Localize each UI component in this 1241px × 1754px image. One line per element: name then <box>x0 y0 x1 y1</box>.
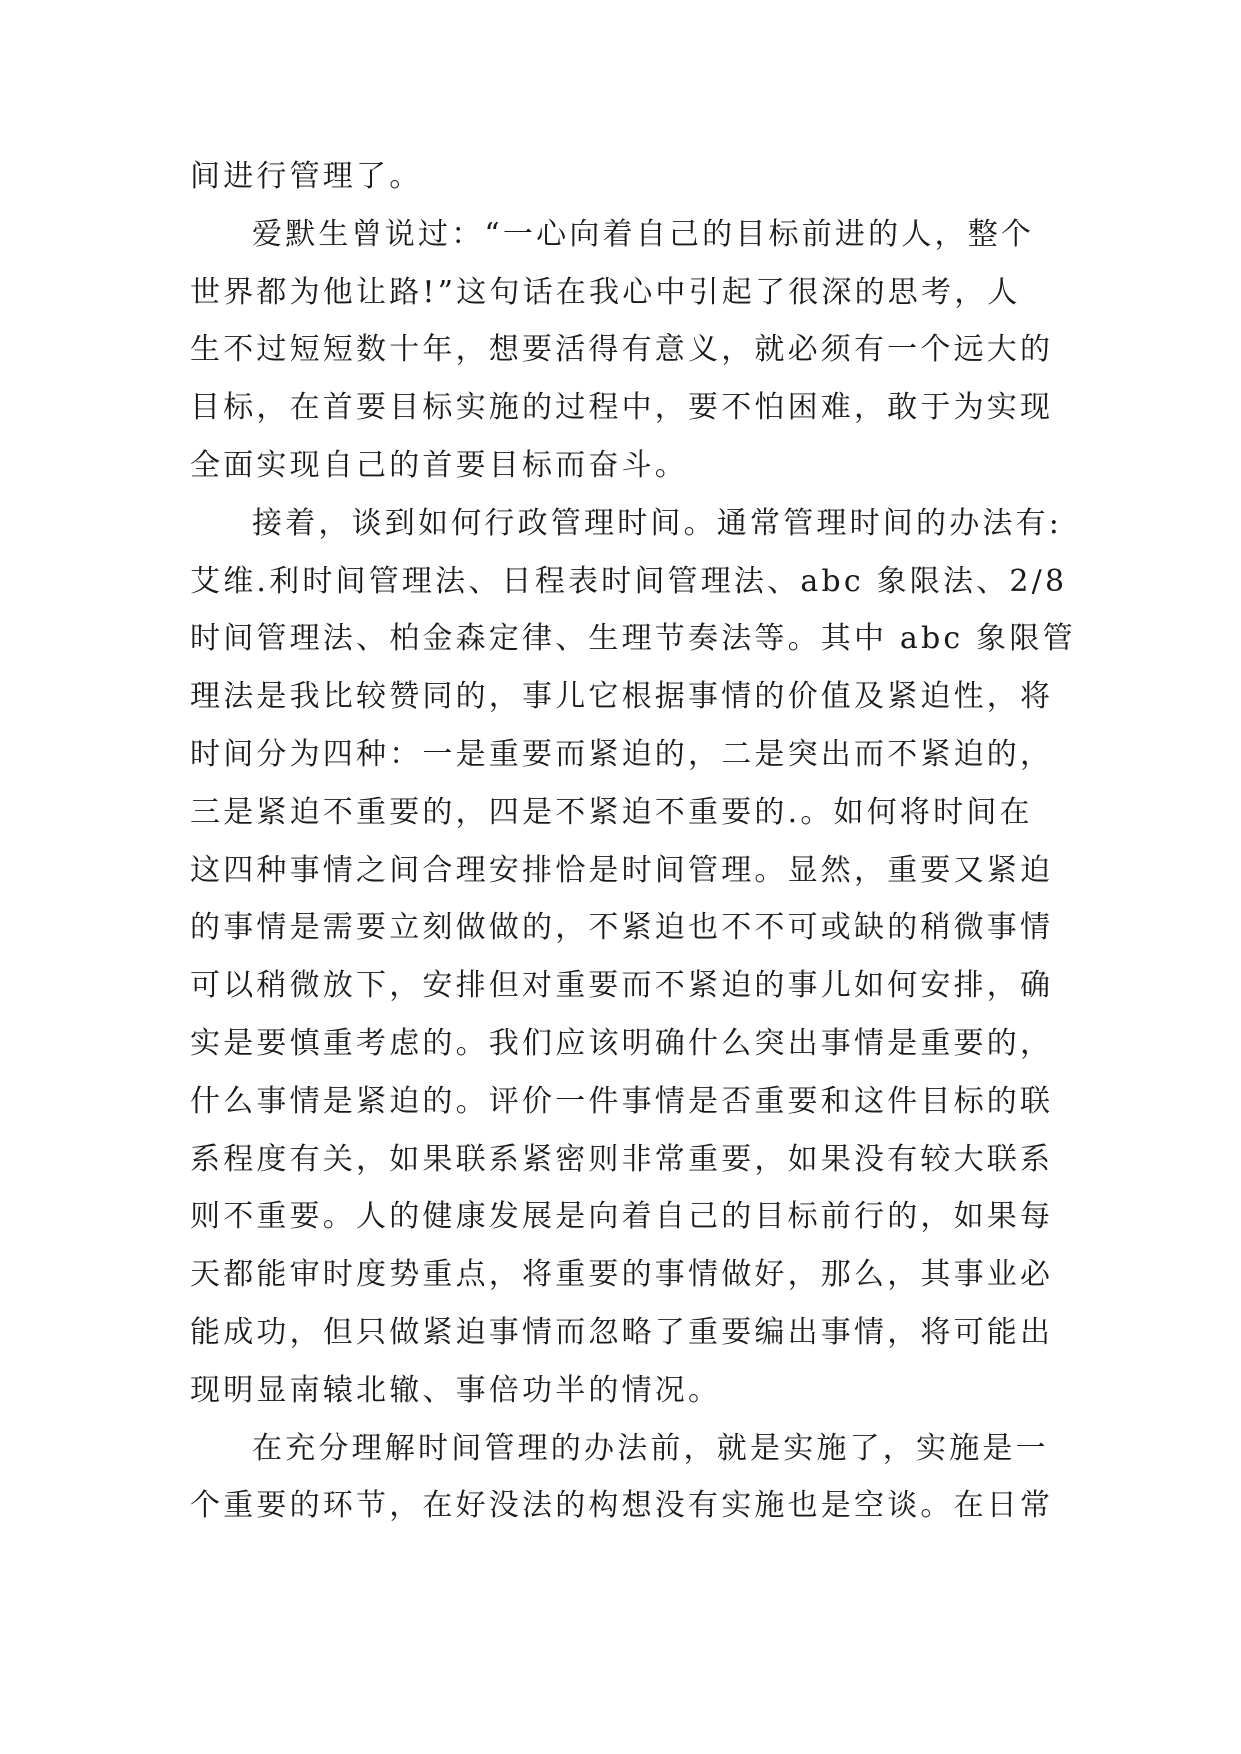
text-line: 接着，谈到如何行政管理时间。通常管理时间的办法有: <box>252 505 1063 541</box>
text-line: 天都能审时度势重点，将重要的事情做好，那么，其事业必 <box>190 1257 1054 1293</box>
text-line: 能成功，但只做紧迫事情而忽略了重要编出事情，将可能出 <box>190 1314 1054 1350</box>
text-line: 目标，在首要目标实施的过程中，要不怕困难，敢于为实现 <box>190 390 1054 426</box>
text-line: 世界都为他让路!”这句话在我心中引起了很深的思考，人 <box>190 274 1021 310</box>
text-line: 什么事情是紧迫的。评价一件事情是否重要和这件目标的联 <box>190 1083 1054 1119</box>
text-line: 生不过短短数十年，想要活得有意义，就必须有一个远大的 <box>190 332 1054 368</box>
text-line: 理法是我比较赞同的，事儿它根据事情的价值及紧迫性，将 <box>190 679 1054 715</box>
text-line: 这四种事情之间合理安排恰是时间管理。显然，重要又紧迫 <box>190 852 1054 888</box>
text-line: 则不重要。人的健康发展是向着自己的目标前行的，如果每 <box>190 1199 1054 1235</box>
paragraph-2 <box>190 206 1054 495</box>
paragraph-1 <box>190 148 1050 206</box>
document-body <box>190 148 1076 1535</box>
paragraph-4 <box>190 1420 1054 1536</box>
paragraph-3 <box>190 495 1076 1420</box>
text-line: 时间分为四种：一是重要而紧迫的，二是突出而不紧迫的， <box>190 736 1054 772</box>
text-line: 三是紧迫不重要的，四是不紧迫不重要的.。如何将时间在 <box>190 794 1033 830</box>
text-line: 时间管理法、柏金森定律、生理节奏法等。其中 abc 象限管 <box>190 621 1076 657</box>
text-line: 个重要的环节，在好没法的构想没有实施也是空谈。在日常 <box>190 1488 1054 1524</box>
text-line: 在充分理解时间管理的办法前，就是实施了，实施是一 <box>252 1430 1049 1466</box>
text-line: 系程度有关，如果联系紧密则非常重要，如果没有较大联系 <box>190 1141 1054 1177</box>
text-line: 的事情是需要立刻做做的，不紧迫也不不可或缺的稍微事情 <box>190 910 1054 946</box>
text-line: 艾维.利时间管理法、日程表时间管理法、abc 象限法、2/8 <box>190 563 1068 599</box>
text-line: 全面实现自己的首要目标而奋斗。 <box>190 447 688 483</box>
text-line: 爱默生曾说过：“一心向着自己的目标前进的人，整个 <box>252 216 1035 252</box>
text-line: 实是要慎重考虑的。我们应该明确什么突出事情是重要的， <box>190 1025 1054 1061</box>
text-line: 间进行管理了。 <box>190 159 423 194</box>
text-line: 可以稍微放下，安排但对重要而不紧迫的事儿如何安排，确 <box>190 968 1054 1004</box>
text-line: 现明显南辕北辙、事倍功半的情况。 <box>190 1372 722 1408</box>
